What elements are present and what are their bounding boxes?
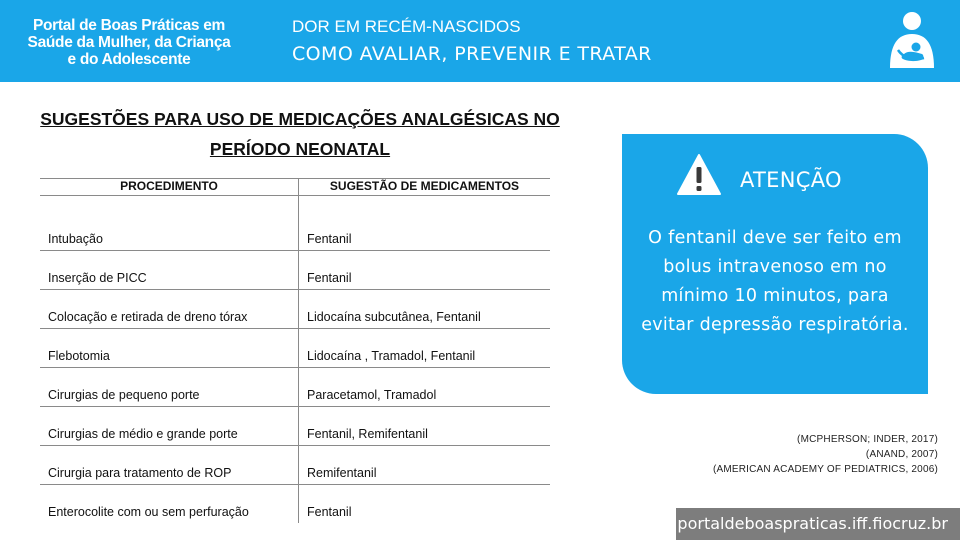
procedure-cell: Flebotomia (40, 329, 299, 368)
attention-callout (622, 134, 928, 394)
portal-title-line: Portal de Boas Práticas em (32, 17, 226, 34)
table-title-line2: PERÍODO NEONATAL (209, 139, 391, 159)
procedure-cell: Cirurgia para tratamento de ROP (40, 446, 299, 485)
medication-cell: Lidocaína , Tramadol, Fentanil (299, 329, 551, 368)
medications-table (40, 178, 550, 523)
table-row (40, 368, 550, 407)
procedure-cell: Inserção de PICC (40, 251, 299, 290)
portal-title-line: e do Adolescente (67, 51, 191, 68)
mother-child-icon (886, 10, 938, 70)
medication-cell: Paracetamol, Tramadol (299, 368, 551, 407)
procedure-cell: Enterocolite com ou sem perfuração (40, 485, 299, 524)
procedure-cell: Colocação e retirada de dreno tórax (40, 290, 299, 329)
table-row (40, 446, 550, 485)
reference-item: (ANAND, 2007) (865, 449, 938, 460)
table-row (40, 485, 550, 524)
column-header-medications: SUGESTÃO DE MEDICAMENTOS (299, 179, 551, 196)
table-header-row (40, 179, 550, 196)
topic-subtitle: COMO AVALIAR, PREVENIR E TRATAR (292, 43, 652, 65)
medication-cell: Fentanil (307, 505, 352, 519)
table-title (40, 104, 560, 164)
table-row (40, 329, 550, 368)
warning-icon (676, 152, 722, 198)
procedure-cell: Cirurgias de pequeno porte (40, 368, 299, 407)
header-bar (0, 0, 960, 82)
reference-item: (AMERICAN ACADEMY OF PEDIATRICS, 2006) (712, 464, 938, 475)
medication-cell: Lidocaína subcutânea, Fentanil (299, 290, 551, 329)
procedure-cell: Intubação (48, 232, 103, 246)
procedure-cell: Cirurgias de médio e grande porte (40, 407, 299, 446)
reference-item: (MCPHERSON; INDER, 2017) (797, 434, 938, 445)
table-cell (299, 196, 551, 251)
table-row (40, 407, 550, 446)
table-row (40, 290, 550, 329)
medication-cell: Fentanil (307, 232, 352, 246)
medication-cell: Fentanil, Remifentanil (299, 407, 551, 446)
site-url-link[interactable]: portaldeboaspraticas.iff.fiocruz.br (676, 508, 960, 540)
attention-title: ATENÇÃO (740, 168, 842, 192)
medication-cell: Fentanil (299, 251, 551, 290)
attention-text: O fentanil deve ser feito em bolus intravenoso em no mínimo 10 minutos, para evitar depressão respiratória. (641, 228, 909, 335)
table-title-line1: SUGESTÕES PARA USO DE MEDICAÇÕES ANALGÉSICAS NO (40, 109, 560, 129)
table-row (40, 251, 550, 290)
portal-title[interactable] (18, 17, 240, 68)
table-cell (40, 196, 299, 251)
portal-title-line: Saúde da Mulher, da Criança (27, 34, 231, 51)
references (713, 432, 938, 477)
table-spacer-row (40, 196, 550, 251)
topic-title: DOR EM RECÉM-NASCIDOS (292, 17, 521, 36)
medication-cell: Remifentanil (299, 446, 551, 485)
column-header-procedure: PROCEDIMENTO (40, 179, 299, 196)
